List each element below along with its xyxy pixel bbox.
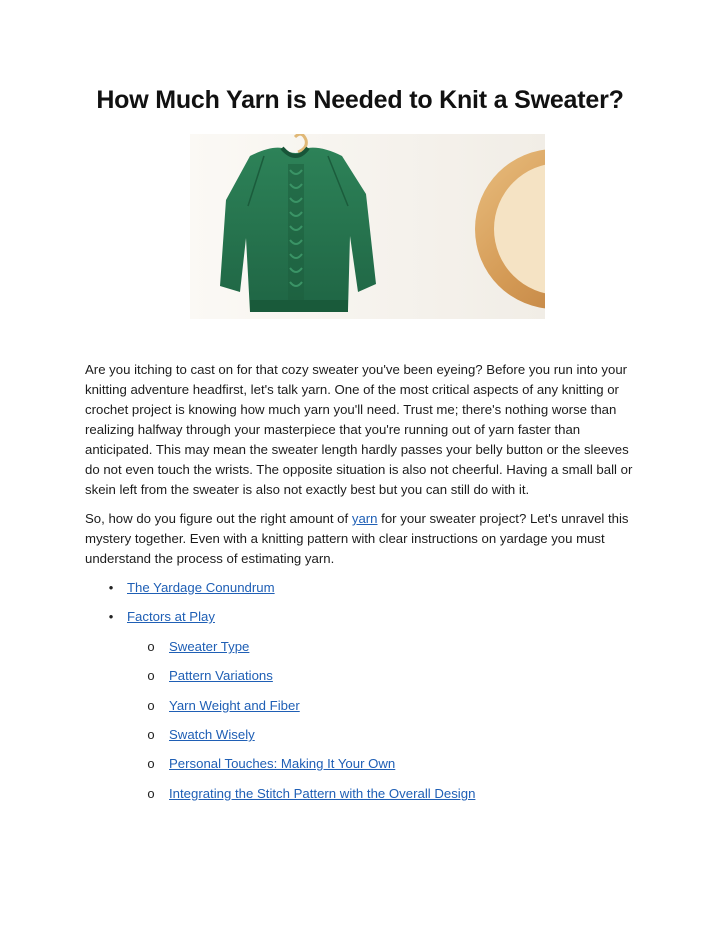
hero-image: [190, 134, 545, 319]
toc-link[interactable]: Personal Touches: Making It Your Own: [169, 756, 396, 771]
toc-link[interactable]: Pattern Variations: [169, 668, 273, 683]
bullet-icon: •: [108, 580, 114, 595]
circle-bullet-icon: o: [147, 756, 155, 771]
intro-paragraph: Are you itching to cast on for that cozy sweater you've been eyeing? Before you run into your knitting adventure headfirst, let's talk yarn. One of the most critical aspects of any knitting or crochet project is knowing how much yarn you'll need. Trust me; there's nothing worse than realizing halfway through your masterpiece that you're running out of yarn faster than anticipated. This may mean the sweater length hardly passes your belly button or the sleeves do not even touch the wrists. The opposite situation is also not cheerful. Having a small ball or skein left from the sweater is also not exactly best but you can still do with it.: [85, 362, 633, 497]
yarn-link[interactable]: yarn: [351, 511, 378, 526]
sweater-photo: [190, 134, 545, 319]
second-paragraph-text-before: So, how do you figure out the right amount of: [85, 511, 352, 526]
toc-link[interactable]: Yarn Weight and Fiber: [169, 698, 300, 713]
toc-link[interactable]: The Yardage Conundrum: [127, 580, 275, 595]
bullet-icon: •: [108, 609, 114, 624]
circle-bullet-icon: o: [147, 639, 155, 654]
circle-bullet-icon: o: [147, 668, 155, 683]
circle-bullet-icon: o: [147, 698, 155, 713]
toc-link[interactable]: Factors at Play: [127, 609, 215, 624]
article-title: How Much Yarn is Needed to Knit a Sweater?: [96, 86, 624, 114]
second-paragraph: [85, 509, 640, 569]
toc-link[interactable]: Sweater Type: [169, 639, 250, 654]
second-paragraph-text-after: for your sweater project? Let's unravel this mystery together. Even with a knitting pattern with clear instructions on yardage you must understand the process of estimating yarn.: [85, 511, 629, 566]
circle-bullet-icon: o: [147, 727, 155, 742]
circle-bullet-icon: o: [147, 786, 155, 801]
toc-link[interactable]: Integrating the Stitch Pattern with the Overall Design: [169, 786, 476, 801]
toc-link[interactable]: Swatch Wisely: [169, 727, 255, 742]
